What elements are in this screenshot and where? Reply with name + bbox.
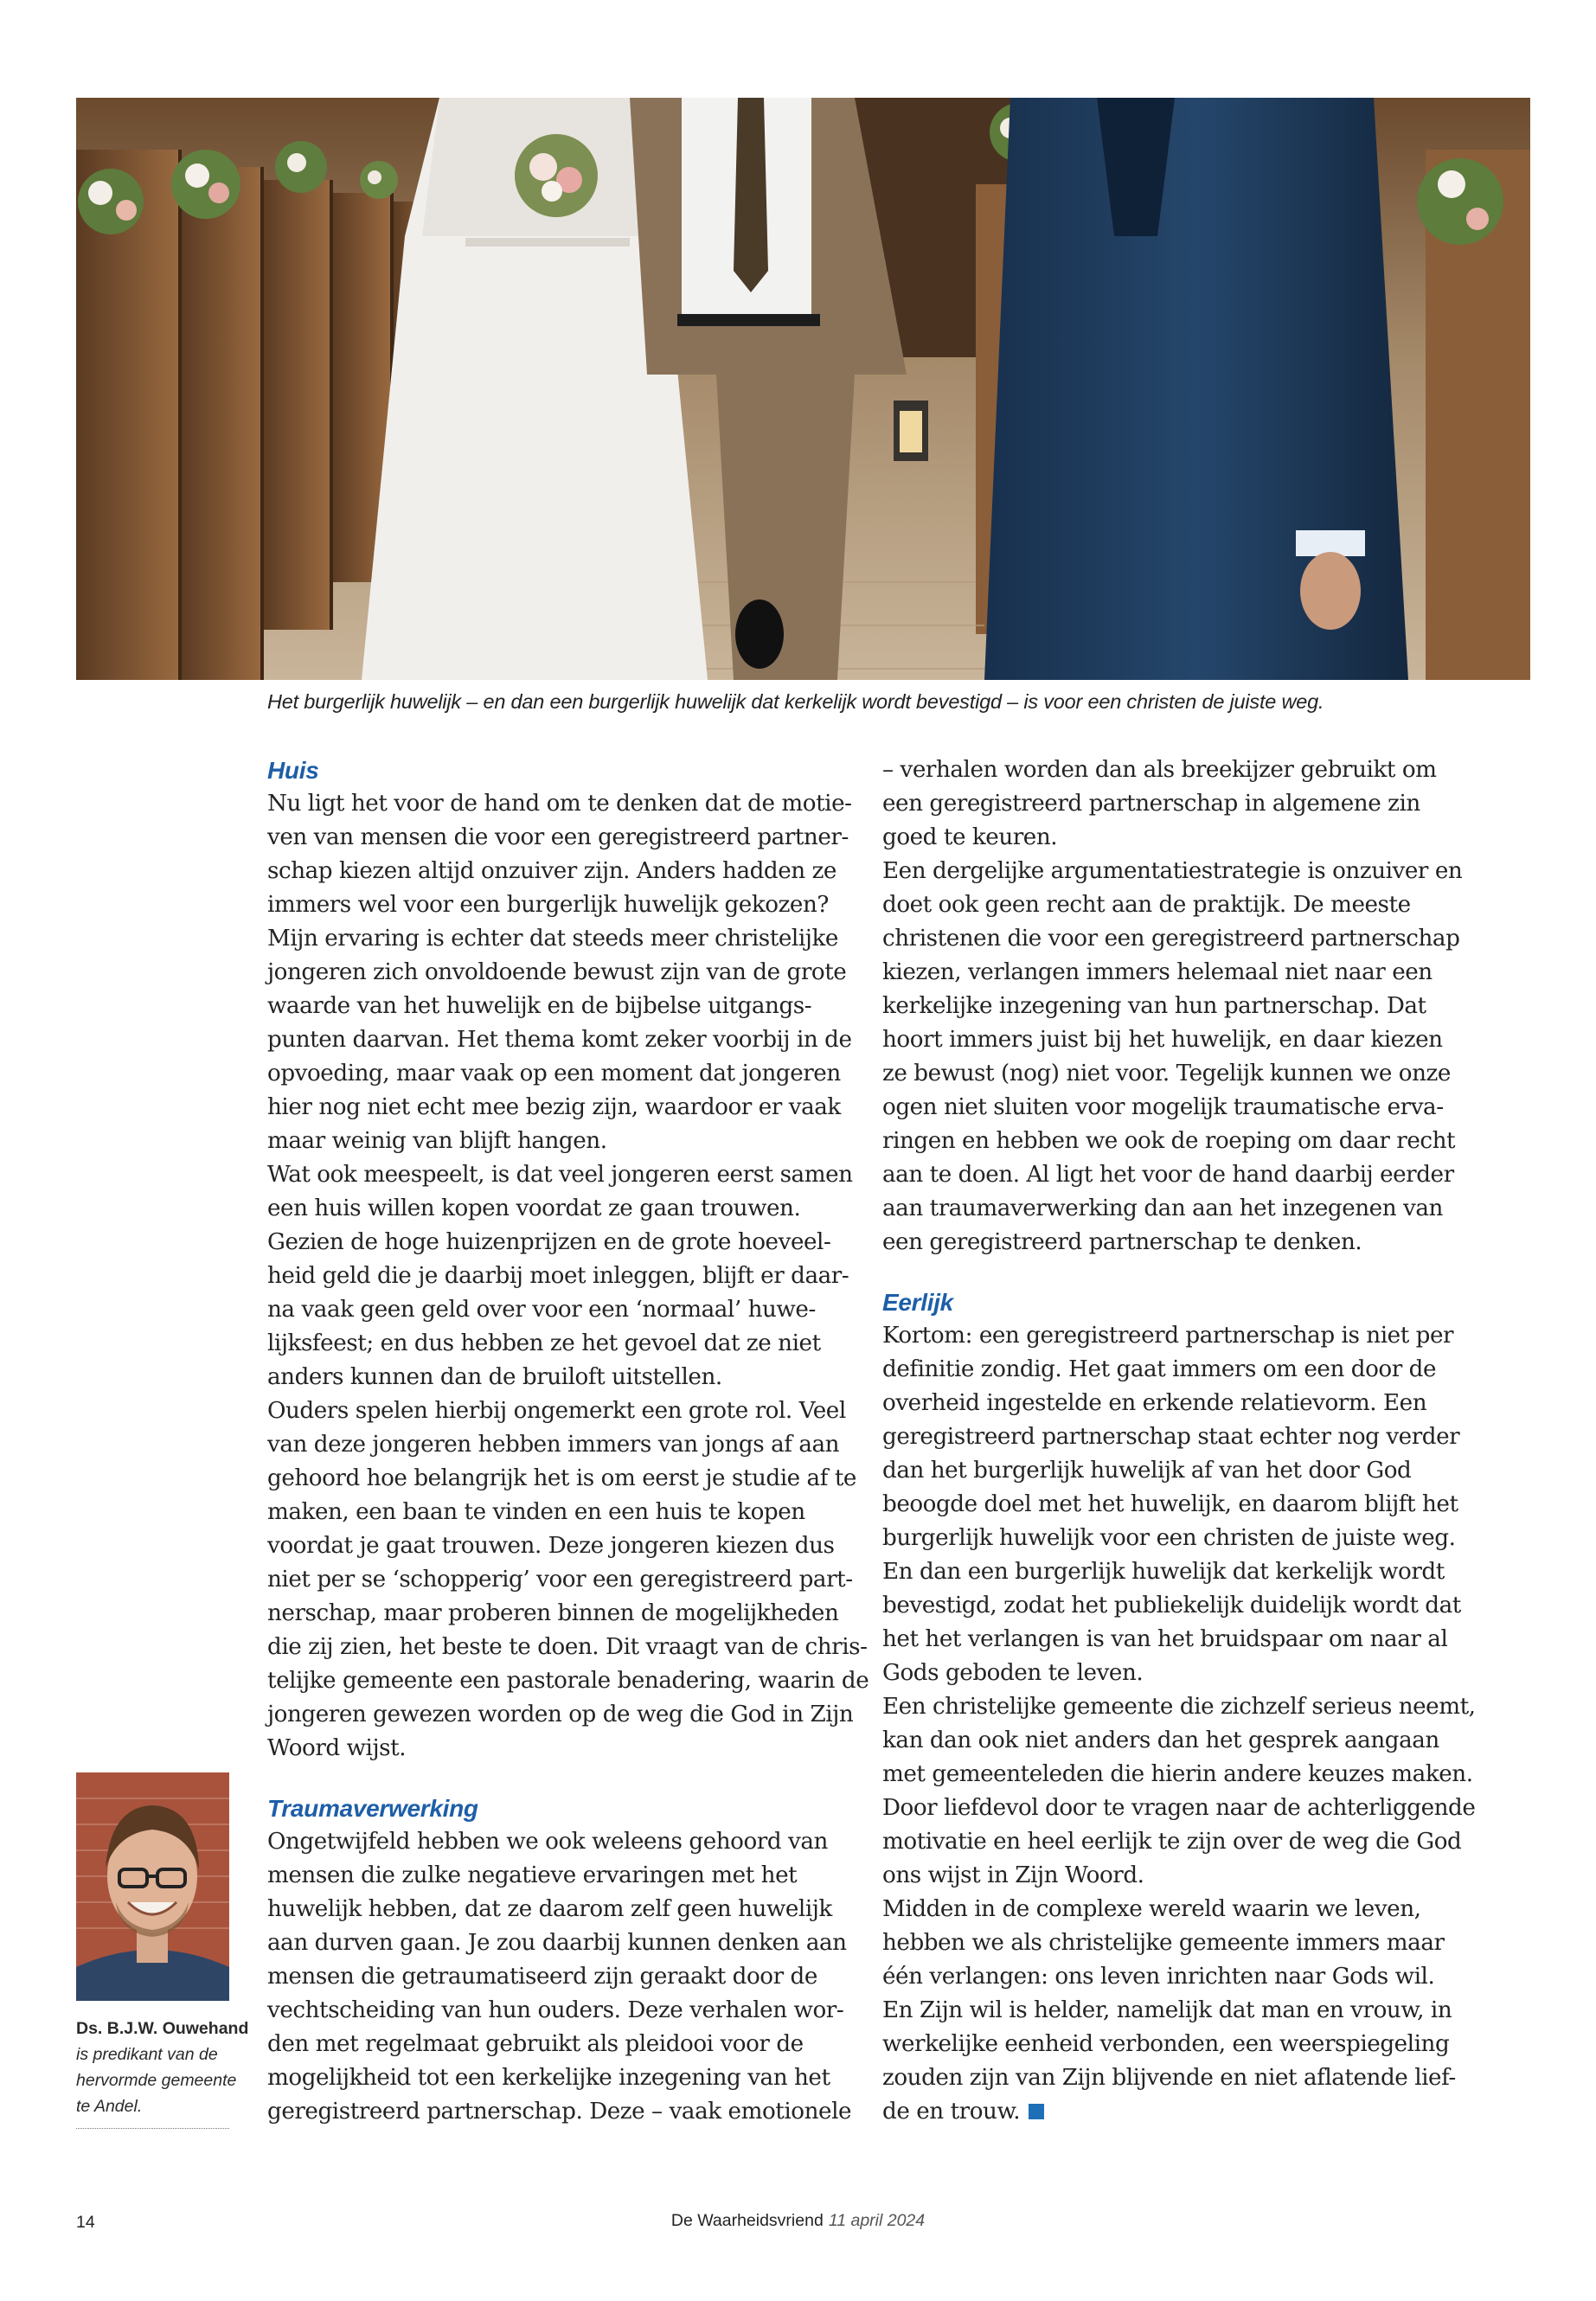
text-line: nerschap, maar proberen binnen de mogelijkheden [267,1600,839,1626]
photo-caption: Het burgerlijk huwelijk – en dan een burgerlijk huwelijk dat kerkelijk wordt bevestigd – is voor een christen de juiste weg. [267,690,1324,713]
text-line: aan durven gaan. Je zou daarbij kunnen denken aan [267,1930,847,1956]
paragraph [882,1893,1462,2129]
text-line: Kortom: een geregistreerd partnerschap is niet per [882,1323,1454,1349]
text-line: aan traumaverwerking dan aan het inzegenen van [882,1195,1443,1221]
text-line: Woord wijst. [267,1735,407,1761]
section-gap [267,1766,856,1791]
text-line: Door liefdevol door te vragen naar de achterliggende [882,1795,1476,1821]
text-line: goed te keuren. [882,824,1058,850]
text-line: niet per se ‘schopperig’ voor een geregistreerd part- [267,1567,853,1593]
text-line: telijke gemeente een pastorale benadering, waarin de [267,1668,869,1694]
text-line: na vaak geen geld over voor een ‘normaal’ huwe- [267,1297,816,1323]
text-line: beoogde doel met het huwelijk, en daarom blijft het [882,1491,1458,1517]
text-line: vechtscheiding van hun ouders. Deze verhalen wor- [267,1997,844,2023]
text-line: kiezen, verlangen immers helemaal niet naar een [882,959,1433,985]
text-line: een geregistreerd partnerschap te denken. [882,1229,1362,1255]
text-line: Een christelijke gemeente die zichzelf serieus neemt, [882,1694,1476,1720]
text-line: geregistreerd partnerschap. Deze – vaak emotionele [267,2099,852,2125]
text-line: ons wijst in Zijn Woord. [882,1862,1144,1888]
text-line: een huis willen kopen voordat ze gaan trouwen. [267,1195,801,1221]
text-line: werkelijke eenheid verbonden, een weerspiegeling [882,2031,1450,2057]
text-line: mensen die getraumatiseerd zijn geraakt door de [267,1964,817,1990]
text-line: – verhalen worden dan als breekijzer gebruikt om [882,757,1437,783]
text-line: den met regelmaat gebruikt als pleidooi voor de [267,2031,804,2057]
publication-name: De Waarheidsvriend [670,2211,824,2230]
text-line: met gemeenteleden die hierin andere keuzes maken. [882,1761,1473,1787]
text-line: waarde van het huwelijk en de bijbelse uitgangs- [267,993,812,1019]
text-line: doet ook geen recht aan de praktijk. De meeste [882,892,1411,918]
text-line: het het verlangen is van het bruidspaar om naar al [882,1626,1448,1652]
text-line: ringen en hebben we ook de roeping om daar recht [882,1128,1456,1154]
page-number: 14 [76,2213,95,2232]
text-line: immers wel voor een burgerlijk huwelijk gekozen? [267,892,829,918]
text-line: ze bewust (nog) niet voor. Tegelijk kunnen we onze [882,1061,1451,1086]
publication-date: 11 april 2024 [828,2211,926,2230]
paragraph [267,1158,856,1394]
wedding-photo [76,98,1530,680]
text-line: opvoeding, maar vaak op een moment dat jongeren [267,1061,841,1086]
wedding-aisle-illustration [76,98,1530,680]
text-line: Gods geboden te leven. [882,1660,1144,1686]
text-line: hier nog niet echt mee bezig zijn, waardoor er vaak [267,1094,841,1120]
paragraph [882,753,1462,855]
end-of-article-mark-icon [1029,2104,1044,2119]
author-portrait [76,1772,229,2001]
section-heading-traumaverwerking: Traumaverwerking [267,1795,478,1822]
text-line: En Zijn wil is helder, namelijk dat man en vrouw, in [882,1997,1452,2023]
text-line: Een dergelijke argumentatiestrategie is onzuiver en [882,858,1463,884]
text-line: dan het burgerlijk huwelijk af van het door God [882,1458,1412,1484]
author-info [76,2016,249,2119]
text-line: Midden in de complexe wereld waarin we leven, [882,1896,1421,1922]
text-line: En dan een burgerlijk huwelijk dat kerkelijk wordt [882,1559,1445,1585]
text-line: één verlangen: ons leven inrichten naar Gods wil. [882,1964,1435,1990]
author-bio-line: hervormde gemeente [76,2071,237,2090]
text-line: overheid ingestelde en erkende relatievorm. Een [882,1390,1427,1416]
paragraph [882,855,1462,1259]
publication-footer [0,2211,1596,2231]
text-line: hoort immers juist bij het huwelijk, en daar kiezen [882,1027,1443,1053]
text-line: heid geld die je daarbij moet inleggen, blijft er daar- [267,1263,849,1289]
text-line: schap kiezen altijd onzuiver zijn. Anders hadden ze [267,858,836,884]
paragraph [882,1319,1462,1690]
section-gap [882,1259,1462,1285]
text-line: hebben we als christelijke gemeente immers maar [882,1930,1445,1956]
text-line: jongeren zich onvoldoende bewust zijn van de grote [267,959,847,985]
text-line: burgerlijk huwelijk voor een christen de juiste weg. [882,1525,1456,1551]
text-line-content: de en trouw. [882,2099,1021,2125]
text-line: geregistreerd partnerschap staat echter nog verder [882,1424,1460,1450]
text-line: mogelijkheid tot een kerkelijke inzegening van het [267,2065,830,2091]
text-line: ogen niet sluiten voor mogelijk traumatische erva- [882,1094,1444,1120]
text-line: maar weinig van blijft hangen. [267,1128,607,1154]
text-line: maken, een baan te vinden en een huis te kopen [267,1499,805,1525]
article-column-right [882,753,1476,2129]
text-line: kerkelijke inzegening van hun partnerschap. Dat [882,993,1426,1019]
text-line: Gezien de hoge huizenprijzen en de grote hoeveel- [267,1229,831,1255]
author-bio-line: te Andel. [76,2097,143,2116]
paragraph [267,1825,856,2129]
text-line: gehoord hoe belangrijk het is om eerst je studie af te [267,1465,856,1491]
text-line: ven van mensen die voor een geregistreerd partner- [267,824,849,850]
article-column-left [267,753,869,2129]
author-bio-line: is predikant van de [76,2045,218,2064]
text-line: jongeren gewezen worden op de weg die God in Zijn [267,1702,854,1727]
paragraph [882,1690,1476,1893]
text-line: die zij zien, het beste te doen. Dit vraagt van de chris- [267,1634,868,1660]
author-divider [76,2128,229,2129]
text-line: lijksfeest; en dus hebben ze het gevoel dat ze niet [267,1330,821,1356]
text-line [882,2095,1462,2129]
text-line: Mijn ervaring is echter dat steeds meer christelijke [267,926,838,952]
author-name: Ds. B.J.W. Ouwehand [76,2019,249,2038]
author-portrait-illustration [76,1772,229,2001]
text-line: huwelijk hebben, dat ze daarom zelf geen huwelijk [267,1896,832,1922]
text-line: zouden zijn van Zijn blijvende en niet aflatende lief- [882,2065,1456,2091]
text-line: kan dan ook niet anders dan het gesprek aangaan [882,1727,1439,1753]
section-heading-huis: Huis [267,757,319,784]
paragraph [267,787,856,1158]
text-line: christenen die voor een geregistreerd partnerschap [882,926,1460,952]
paragraph [267,1394,869,1766]
text-line: van deze jongeren hebben immers van jongs af aan [267,1432,840,1458]
text-line: bevestigd, zodat het publiekelijk duidelijk wordt dat [882,1593,1461,1618]
text-line: een geregistreerd partnerschap in algemene zin [882,791,1420,817]
text-line: motivatie en heel eerlijk te zijn over de weg die God [882,1829,1462,1855]
text-line: Ouders spelen hierbij ongemerkt een grote rol. Veel [267,1398,846,1424]
text-line: Nu ligt het voor de hand om te denken dat de motie- [267,791,852,817]
section-heading-eerlijk: Eerlijk [882,1289,953,1316]
text-line: Wat ook meespeelt, is dat veel jongeren eerst samen [267,1162,853,1188]
text-line: anders kunnen dan de bruiloft uitstellen. [267,1364,722,1390]
text-line: aan te doen. Al ligt het voor de hand daarbij eerder [882,1162,1454,1188]
text-line: punten daarvan. Het thema komt zeker voorbij in de [267,1027,852,1053]
text-line: Ongetwijfeld hebben we ook weleens gehoord van [267,1829,828,1855]
text-line: mensen die zulke negatieve ervaringen met het [267,1862,798,1888]
text-line: voordat je gaat trouwen. Deze jongeren kiezen dus [267,1533,835,1559]
text-line: definitie zondig. Het gaat immers om een door de [882,1356,1437,1382]
